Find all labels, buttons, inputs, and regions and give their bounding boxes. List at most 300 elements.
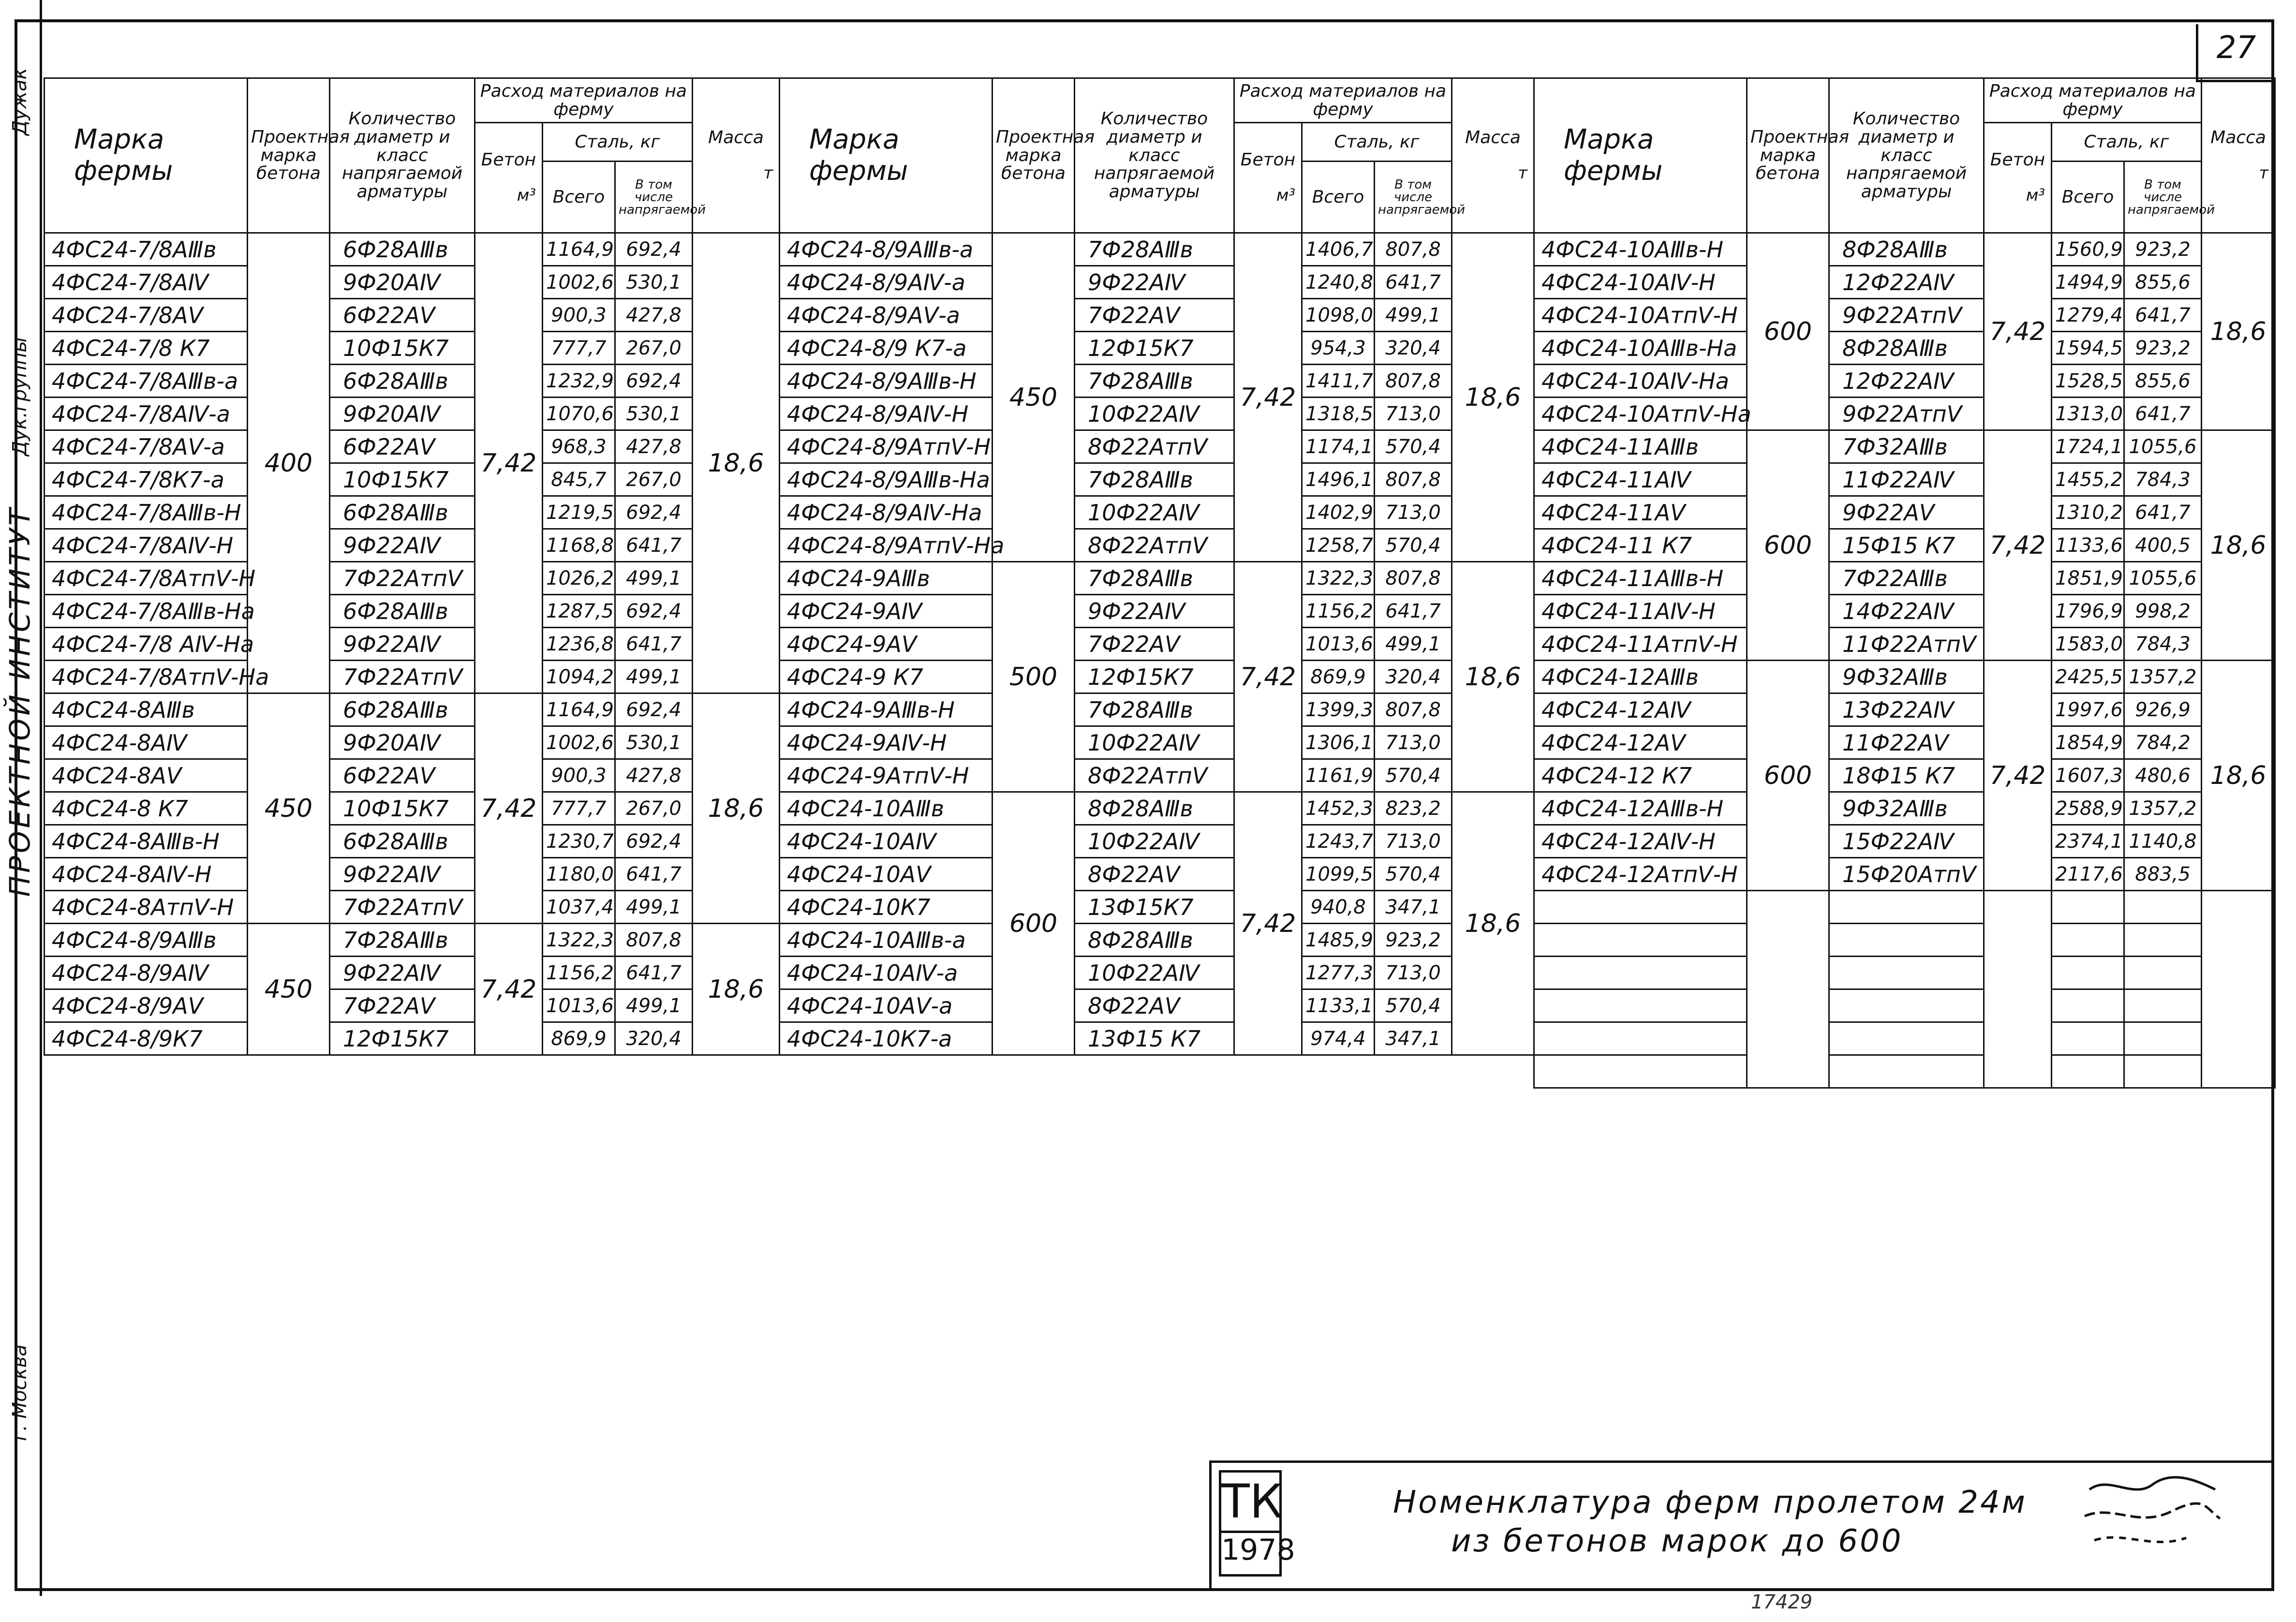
truss-mark: 4ФС24-12АⅣ-Н [1534,825,1747,858]
table-row [780,924,1534,957]
steel-total: 900,3 [543,759,615,792]
steel-total: 869,9 [543,1022,615,1055]
steel-prestressed: 320,4 [1375,661,1452,693]
truss-mark: 4ФС24-8/9АⅤ [44,989,248,1022]
side-label-middle: Дук.группы [9,337,31,456]
steel-prestressed: 855,6 [2124,365,2202,398]
rebar-spec: 12Ф22АⅣ [1829,266,1984,299]
truss-mark: 4ФС24-7/8АⅣ-а [44,398,248,430]
steel-prestressed: 530,1 [615,398,693,430]
steel-total: 1399,3 [1302,693,1375,726]
header-consumption: Расход материалов на ферму [1984,78,2202,123]
rebar-spec: 7Ф28АⅢв [1075,562,1234,595]
rebar-spec [1829,924,1984,957]
header-mark: Марка фермы [44,78,248,233]
rebar-spec: 15Ф15 К7 [1829,529,1984,562]
table-row [44,266,780,299]
rebar-spec: 9Ф20АⅣ [330,398,475,430]
truss-mark: 4ФС24-7/8АтпⅤ-Н [44,562,248,595]
steel-prestressed: 641,7 [615,628,693,661]
table-row [44,661,780,693]
truss-mark: 4ФС24-8/9АⅢв-а [780,233,992,266]
truss-mark: 4ФС24-12АⅣ [1534,693,1747,726]
truss-mark: 4ФС24-7/8АтпⅤ-На [44,661,248,693]
steel-prestressed: 267,0 [615,332,693,365]
rebar-spec: 10Ф22АⅣ [1075,957,1234,989]
table-row [1534,693,2275,726]
rebar-spec: 7Ф28АⅢв [1075,693,1234,726]
table-row [44,365,780,398]
steel-total: 1240,8 [1302,266,1375,299]
truss-mark: 4ФС24-8АⅢв [44,693,248,726]
rebar-spec: 12Ф15К7 [330,1022,475,1055]
table-row [44,398,780,430]
steel-total: 968,3 [543,430,615,463]
steel-total: 1494,9 [2052,266,2124,299]
steel-total: 1094,2 [543,661,615,693]
table-row [44,825,780,858]
steel-total [2052,989,2124,1022]
steel-prestressed: 692,4 [615,365,693,398]
header-grade: Проектная марка бетона [1747,78,1829,233]
steel-total: 1277,3 [1302,957,1375,989]
table-row [780,1022,1534,1055]
steel-prestressed: 641,7 [1375,595,1452,628]
stamp-year: 1978 [1221,1533,1295,1567]
concrete-grade: 600 [1747,233,1829,430]
steel-prestressed: 530,1 [615,266,693,299]
steel-total: 1318,5 [1302,398,1375,430]
steel-prestressed: 641,7 [615,858,693,891]
concrete-volume: 7,42 [1234,562,1302,792]
steel-prestressed: 784,3 [2124,628,2202,661]
table-row [44,726,780,759]
steel-total: 1219,5 [543,496,615,529]
table-row [44,595,780,628]
steel-total: 1236,8 [543,628,615,661]
page-number-box [2196,24,2274,82]
steel-total: 1161,9 [1302,759,1375,792]
rebar-spec: 7Ф22АⅤ [330,989,475,1022]
steel-prestressed: 427,8 [615,299,693,332]
truss-mark: 4ФС24-10АтпⅤ-На [1534,398,1747,430]
steel-prestressed: 641,7 [2124,299,2202,332]
header-mass-unit: т [2259,163,2269,183]
truss-mark: 4ФС24-8/9 К7-а [780,332,992,365]
header-grade: Проектная марка бетона [992,78,1075,233]
steel-prestressed: 692,4 [615,693,693,726]
table-row [1534,891,2275,924]
header-rebar: Количество диаметр и класс напрягаемой арматуры [330,78,475,233]
steel-prestressed: 807,8 [1375,693,1452,726]
rebar-spec: 6Ф28АⅢв [330,825,475,858]
concrete-grade: 400 [248,233,330,693]
steel-total: 940,8 [1302,891,1375,924]
rebar-spec: 15Ф22АⅣ [1829,825,1984,858]
truss-mark: 4ФС24-8АⅣ [44,726,248,759]
steel-total: 2425,5 [2052,661,2124,693]
header-steel: Сталь, кг [1302,123,1452,162]
truss-mark: 4ФС24-7/8АⅢв-Н [44,496,248,529]
truss-mark: 4ФС24-8АⅤ [44,759,248,792]
truss-mark: 4ФС24-8АтпⅤ-Н [44,891,248,924]
table-row [44,628,780,661]
truss-mark: 4ФС24-7/8АⅢв-а [44,365,248,398]
rebar-spec: 7Ф28АⅢв [1075,233,1234,266]
rebar-spec: 6Ф28АⅢв [330,365,475,398]
truss-mark: 4ФС24-7/8АⅤ-а [44,430,248,463]
table-row [780,693,1534,726]
rebar-spec: 7Ф28АⅢв [1075,463,1234,496]
truss-mark: 4ФС24-8/9АⅤ-а [780,299,992,332]
table-row [780,398,1534,430]
steel-total [2052,1055,2124,1088]
steel-prestressed: 530,1 [615,726,693,759]
steel-prestressed [2124,957,2202,989]
truss-mark: 4ФС24-12АⅢв [1534,661,1747,693]
steel-total: 2374,1 [2052,825,2124,858]
rebar-spec: 14Ф22АⅣ [1829,595,1984,628]
truss-mark: 4ФС24-7/8АⅤ [44,299,248,332]
steel-total: 777,7 [543,332,615,365]
steel-prestressed: 499,1 [1375,628,1452,661]
steel-prestressed: 692,4 [615,496,693,529]
truss-mark: 4ФС24-8/9АⅢв-Н [780,365,992,398]
steel-prestressed: 427,8 [615,759,693,792]
table-row [780,562,1534,595]
steel-total: 1099,5 [1302,858,1375,891]
concrete-volume: 7,42 [1984,661,2052,891]
table-row [1534,661,2275,693]
header-steel: Сталь, кг [2052,123,2202,162]
steel-prestressed [2124,1022,2202,1055]
rebar-spec: 9Ф20АⅣ [330,726,475,759]
rebar-spec: 8Ф22АⅤ [1075,858,1234,891]
rebar-spec: 13Ф22АⅣ [1829,693,1984,726]
rebar-spec: 10Ф15К7 [330,463,475,496]
table-row [780,891,1534,924]
header-concrete [1234,123,1302,233]
steel-prestressed: 713,0 [1375,496,1452,529]
steel-total: 1997,6 [2052,693,2124,726]
table-row [44,759,780,792]
steel-prestressed: 713,0 [1375,825,1452,858]
steel-total: 1013,6 [543,989,615,1022]
steel-prestressed: 998,2 [2124,595,2202,628]
steel-total: 1322,3 [543,924,615,957]
table-panel-2 [779,77,1535,1056]
concrete-grade: 450 [248,924,330,1055]
steel-prestressed: 784,3 [2124,463,2202,496]
steel-total: 1230,7 [543,825,615,858]
concrete-volume: 7,42 [475,233,543,693]
table-row [1534,759,2275,792]
truss-mark: 4ФС24-7/8АⅢв-На [44,595,248,628]
steel-total: 1279,4 [2052,299,2124,332]
header-concrete [475,123,543,233]
steel-total: 1243,7 [1302,825,1375,858]
table-row [780,989,1534,1022]
steel-prestressed: 1357,2 [2124,792,2202,825]
steel-prestressed: 1055,6 [2124,430,2202,463]
steel-prestressed: 570,4 [1375,430,1452,463]
table-row [1534,1022,2275,1055]
rebar-spec: 13Ф15К7 [1075,891,1234,924]
rebar-spec: 6Ф22АⅤ [330,430,475,463]
steel-total: 869,9 [1302,661,1375,693]
rebar-spec: 11Ф22АтпⅤ [1829,628,1984,661]
steel-prestressed: 1140,8 [2124,825,2202,858]
table-row [780,726,1534,759]
truss-mass: 18,6 [693,924,780,1055]
steel-total: 845,7 [543,463,615,496]
rebar-spec: 8Ф28АⅢв [1829,233,1984,266]
truss-mark: 4ФС24-8/9АⅢв [44,924,248,957]
truss-mark: 4ФС24-10АⅤ [780,858,992,891]
rebar-spec: 8Ф28АⅢв [1075,792,1234,825]
steel-prestressed: 713,0 [1375,957,1452,989]
truss-mark: 4ФС24-11АⅣ-Н [1534,595,1747,628]
truss-mark: 4ФС24-10АⅣ-Н [1534,266,1747,299]
rebar-spec: 9Ф22АⅣ [330,858,475,891]
table-row [44,957,780,989]
rebar-spec: 9Ф22АтпⅤ [1829,299,1984,332]
table-row [780,266,1534,299]
rebar-spec: 15Ф20АтпⅤ [1829,858,1984,891]
truss-mark [1534,957,1747,989]
steel-total: 1168,8 [543,529,615,562]
rebar-spec: 10Ф22АⅣ [1075,726,1234,759]
steel-total: 900,3 [543,299,615,332]
header-steel-prestressed: В том числе напрягаемой [1375,162,1452,233]
steel-prestressed: 499,1 [615,989,693,1022]
header-mass-unit: т [1518,163,1528,183]
steel-total: 1070,6 [543,398,615,430]
truss-mark: 4ФС24-8/9К7 [44,1022,248,1055]
table-row [780,463,1534,496]
table-row [780,233,1534,266]
rebar-spec: 9Ф22АⅣ [330,628,475,661]
rebar-spec: 9Ф22АⅣ [1075,595,1234,628]
concrete-volume: 7,42 [1984,233,2052,430]
header-concrete [1984,123,2052,233]
truss-mark [1534,1022,1747,1055]
table-row [44,989,780,1022]
steel-prestressed: 855,6 [2124,266,2202,299]
rebar-spec: 8Ф28АⅢв [1829,332,1984,365]
rebar-spec: 6Ф28АⅢв [330,693,475,726]
rebar-spec: 6Ф22АⅤ [330,759,475,792]
header-concrete-label: Бетон [1990,149,2045,170]
header-concrete-unit: м³ [2026,186,2045,206]
truss-mark: 4ФС24-10АⅣ-а [780,957,992,989]
table-row [780,957,1534,989]
table-row [1534,989,2275,1022]
table-row [1534,825,2275,858]
steel-prestressed: 641,7 [2124,398,2202,430]
concrete-grade: 500 [992,562,1075,792]
rebar-spec: 10Ф15К7 [330,332,475,365]
truss-mark: 4ФС24-10АⅤ-а [780,989,992,1022]
concrete-volume: 7,42 [1234,792,1302,1055]
steel-total: 1724,1 [2052,430,2124,463]
rebar-spec: 7Ф22АⅤ [1075,299,1234,332]
concrete-volume: 7,42 [475,924,543,1055]
truss-mark: 4ФС24-10АⅢв [780,792,992,825]
truss-mark: 4ФС24-8 К7 [44,792,248,825]
steel-total: 1164,9 [543,693,615,726]
table-row [1534,233,2275,266]
header-mass-label: Масса [708,127,764,147]
page-number: 27 [2216,30,2256,66]
steel-total: 1164,9 [543,233,615,266]
steel-total [2052,1022,2124,1055]
rebar-spec [1829,1022,1984,1055]
steel-prestressed [2124,924,2202,957]
rebar-spec: 8Ф22АтпⅤ [1075,430,1234,463]
table-row [1534,430,2275,463]
truss-mark: 4ФС24-8/9АⅣ [44,957,248,989]
rebar-spec: 7Ф32АⅢв [1829,430,1984,463]
truss-mass [2202,891,2275,1088]
steel-prestressed: 641,7 [615,957,693,989]
header-steel-total: Всего [543,162,615,233]
rebar-spec: 7Ф22АⅤ [1075,628,1234,661]
table-row [1534,266,2275,299]
rebar-spec: 9Ф32АⅢв [1829,661,1984,693]
truss-mark: 4ФС24-9 К7 [780,661,992,693]
truss-mark: 4ФС24-10АтпⅤ-Н [1534,299,1747,332]
rebar-spec: 10Ф22АⅣ [1075,825,1234,858]
truss-mark: 4ФС24-10АⅣ [780,825,992,858]
steel-total: 1851,9 [2052,562,2124,595]
truss-mark: 4ФС24-11АⅢв-Н [1534,562,1747,595]
truss-mark: 4ФС24-7/8АⅣ [44,266,248,299]
steel-prestressed: 641,7 [615,529,693,562]
truss-mark: 4ФС24-7/8 К7 [44,332,248,365]
steel-total: 1594,5 [2052,332,2124,365]
truss-mark: 4ФС24-9АⅢв [780,562,992,595]
truss-mark: 4ФС24-11АⅣ [1534,463,1747,496]
steel-total: 2117,6 [2052,858,2124,891]
steel-prestressed: 1055,6 [2124,562,2202,595]
steel-prestressed: 807,8 [1375,562,1452,595]
rebar-spec: 18Ф15 К7 [1829,759,1984,792]
steel-total: 1013,6 [1302,628,1375,661]
table-header [780,78,1534,233]
truss-mass: 18,6 [2202,233,2275,430]
truss-mark: 4ФС24-10К7 [780,891,992,924]
concrete-grade: 450 [992,233,1075,562]
steel-prestressed: 570,4 [1375,858,1452,891]
header-concrete-unit: м³ [517,186,536,206]
rebar-spec: 7Ф28АⅢв [330,924,475,957]
header-consumption: Расход материалов на ферму [1234,78,1452,123]
rebar-spec: 10Ф22АⅣ [1075,398,1234,430]
truss-mark: 4ФС24-8АⅢв-Н [44,825,248,858]
handwritten-scribble [2080,1470,2225,1552]
steel-prestressed: 499,1 [615,891,693,924]
header-concrete-label: Бетон [481,149,536,170]
truss-mass: 18,6 [2202,661,2275,891]
rebar-spec: 10Ф15К7 [330,792,475,825]
steel-prestressed: 1357,2 [2124,661,2202,693]
table-row [44,891,780,924]
steel-prestressed: 499,1 [1375,299,1452,332]
table-row [780,299,1534,332]
table-body [44,233,780,1055]
steel-total: 1796,9 [2052,595,2124,628]
side-label-top: Дужак [9,68,31,135]
table-row [1534,332,2275,365]
steel-prestressed: 641,7 [1375,266,1452,299]
steel-total: 1287,5 [543,595,615,628]
steel-prestressed: 570,4 [1375,529,1452,562]
rebar-spec: 7Ф28АⅢв [1075,365,1234,398]
rebar-spec: 9Ф22АⅣ [330,529,475,562]
steel-total: 1607,3 [2052,759,2124,792]
truss-mass: 18,6 [1452,562,1534,792]
table-row [1534,529,2275,562]
steel-total: 1180,0 [543,858,615,891]
truss-mark: 4ФС24-12АⅤ [1534,726,1747,759]
table-row [1534,398,2275,430]
table-row [44,858,780,891]
table-panel-3 [1533,77,2276,1089]
rebar-spec: 9Ф22АⅣ [1075,266,1234,299]
table-row [44,529,780,562]
truss-mark: 4ФС24-8АⅣ-Н [44,858,248,891]
truss-mark: 4ФС24-11АтпⅤ-Н [1534,628,1747,661]
table-row [1534,299,2275,332]
steel-prestressed: 692,4 [615,595,693,628]
rebar-spec: 12Ф22АⅣ [1829,365,1984,398]
rebar-spec: 7Ф22АⅢв [1829,562,1984,595]
steel-total: 1560,9 [2052,233,2124,266]
table-row [780,858,1534,891]
table-row [1534,562,2275,595]
steel-total [2052,924,2124,957]
steel-total: 1026,2 [543,562,615,595]
steel-prestressed: 692,4 [615,825,693,858]
title-line-2: из бетонов марок до 600 [1451,1523,1903,1559]
steel-total: 1322,3 [1302,562,1375,595]
steel-prestressed: 713,0 [1375,398,1452,430]
truss-mark: 4ФС24-8/9АтпⅤ-Н [780,430,992,463]
truss-mark: 4ФС24-11АⅢв [1534,430,1747,463]
truss-mass: 18,6 [693,233,780,693]
table-row [780,792,1534,825]
table-row [44,693,780,726]
header-mass-label: Масса [2210,127,2266,147]
steel-total: 1583,0 [2052,628,2124,661]
steel-prestressed: 926,9 [2124,693,2202,726]
truss-mark: 4ФС24-11 К7 [1534,529,1747,562]
rebar-spec: 6Ф28АⅢв [330,233,475,266]
table-body [780,233,1534,1055]
table-row [780,496,1534,529]
table-row [780,825,1534,858]
table-panel-1 [44,77,780,1056]
table-body [1534,233,2275,1088]
truss-mark [1534,989,1747,1022]
title-line-1: Номенклатура ферм пролетом 24м [1393,1485,2027,1520]
table-row [44,463,780,496]
truss-mark: 4ФС24-11АⅤ [1534,496,1747,529]
header-steel-total: Всего [1302,162,1375,233]
steel-total: 1452,3 [1302,792,1375,825]
table-row [780,628,1534,661]
